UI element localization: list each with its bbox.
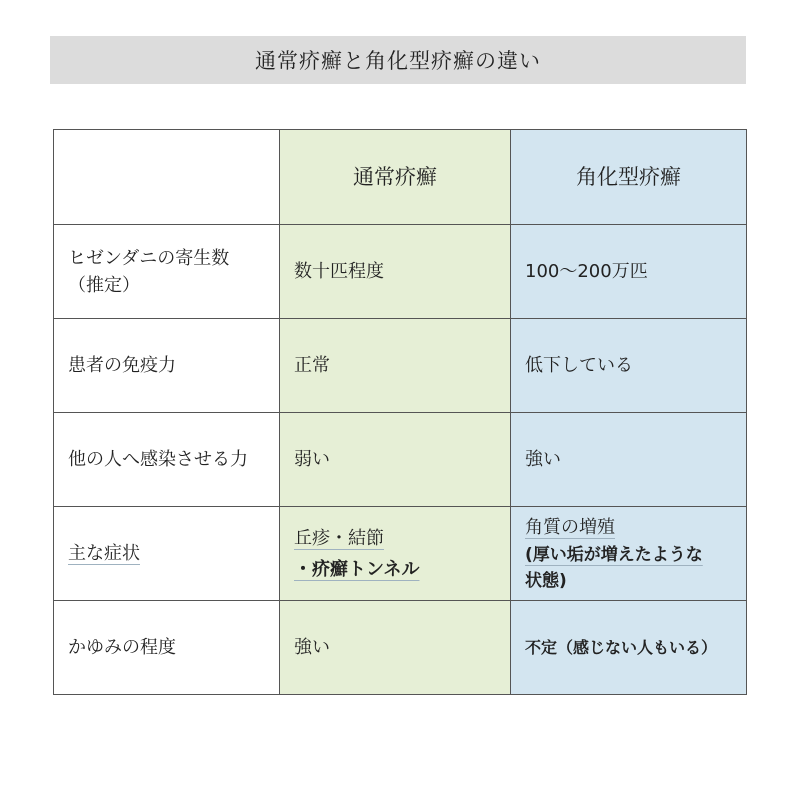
table-header-row bbox=[54, 130, 747, 225]
cell-text: 正常 bbox=[294, 355, 330, 376]
table-row-symptoms bbox=[54, 507, 747, 601]
page-title-text: 通常疥癬と角化型疥癬の違い bbox=[255, 49, 541, 73]
cell-normal-infectivity bbox=[280, 413, 511, 507]
cell-text: 丘疹・結節 bbox=[294, 527, 384, 549]
cell-text: 100～200万匹 bbox=[525, 261, 648, 282]
table-row-immunity bbox=[54, 319, 747, 413]
row-label-line: 主な症状 bbox=[68, 543, 140, 564]
cell-text: 低下している bbox=[525, 355, 633, 376]
cell-normal-itch bbox=[280, 601, 511, 695]
row-label-infectivity bbox=[54, 413, 280, 507]
cell-normal-symptoms bbox=[280, 507, 511, 601]
cell-text: 強い bbox=[525, 449, 561, 470]
row-label-line: （推定） bbox=[68, 274, 140, 296]
comparison-table bbox=[53, 129, 747, 695]
cell-text: 弱い bbox=[294, 449, 330, 470]
cell-text: 状態) bbox=[525, 570, 567, 591]
table-row-mite-count bbox=[54, 225, 747, 319]
cell-normal-mite-count bbox=[280, 225, 511, 319]
cell-text: 不定（感じない人もいる） bbox=[525, 638, 718, 657]
row-label-immunity bbox=[54, 319, 280, 413]
cell-crusted-itch bbox=[511, 601, 747, 695]
cell-text: 角質の増殖 bbox=[525, 516, 615, 538]
row-label-mite-count bbox=[54, 225, 280, 319]
cell-crusted-symptoms bbox=[511, 507, 747, 601]
cell-crusted-infectivity bbox=[511, 413, 747, 507]
row-label-line: ヒゼンダニの寄生数 bbox=[68, 247, 230, 269]
header-empty-cell bbox=[54, 130, 280, 225]
table-row-itch bbox=[54, 601, 747, 695]
row-label-line: 他の人へ感染させる力 bbox=[68, 449, 248, 470]
page-title bbox=[50, 36, 746, 84]
row-label-line: かゆみの程度 bbox=[68, 637, 176, 658]
cell-crusted-immunity bbox=[511, 319, 747, 413]
row-label-line: 患者の免疫力 bbox=[68, 355, 176, 376]
row-label-symptoms bbox=[54, 507, 280, 601]
table-row-infectivity bbox=[54, 413, 747, 507]
header-crusted-scabies: 角化型疥癬 bbox=[511, 130, 747, 225]
cell-text: (厚い垢が増えたような bbox=[525, 544, 703, 565]
cell-text: ・疥癬トンネル bbox=[294, 558, 420, 580]
header-normal-scabies: 通常疥癬 bbox=[280, 130, 511, 225]
cell-normal-immunity bbox=[280, 319, 511, 413]
cell-text: 数十匹程度 bbox=[294, 261, 384, 282]
row-label-itch bbox=[54, 601, 280, 695]
cell-crusted-mite-count bbox=[511, 225, 747, 319]
cell-text: 強い bbox=[294, 637, 330, 658]
